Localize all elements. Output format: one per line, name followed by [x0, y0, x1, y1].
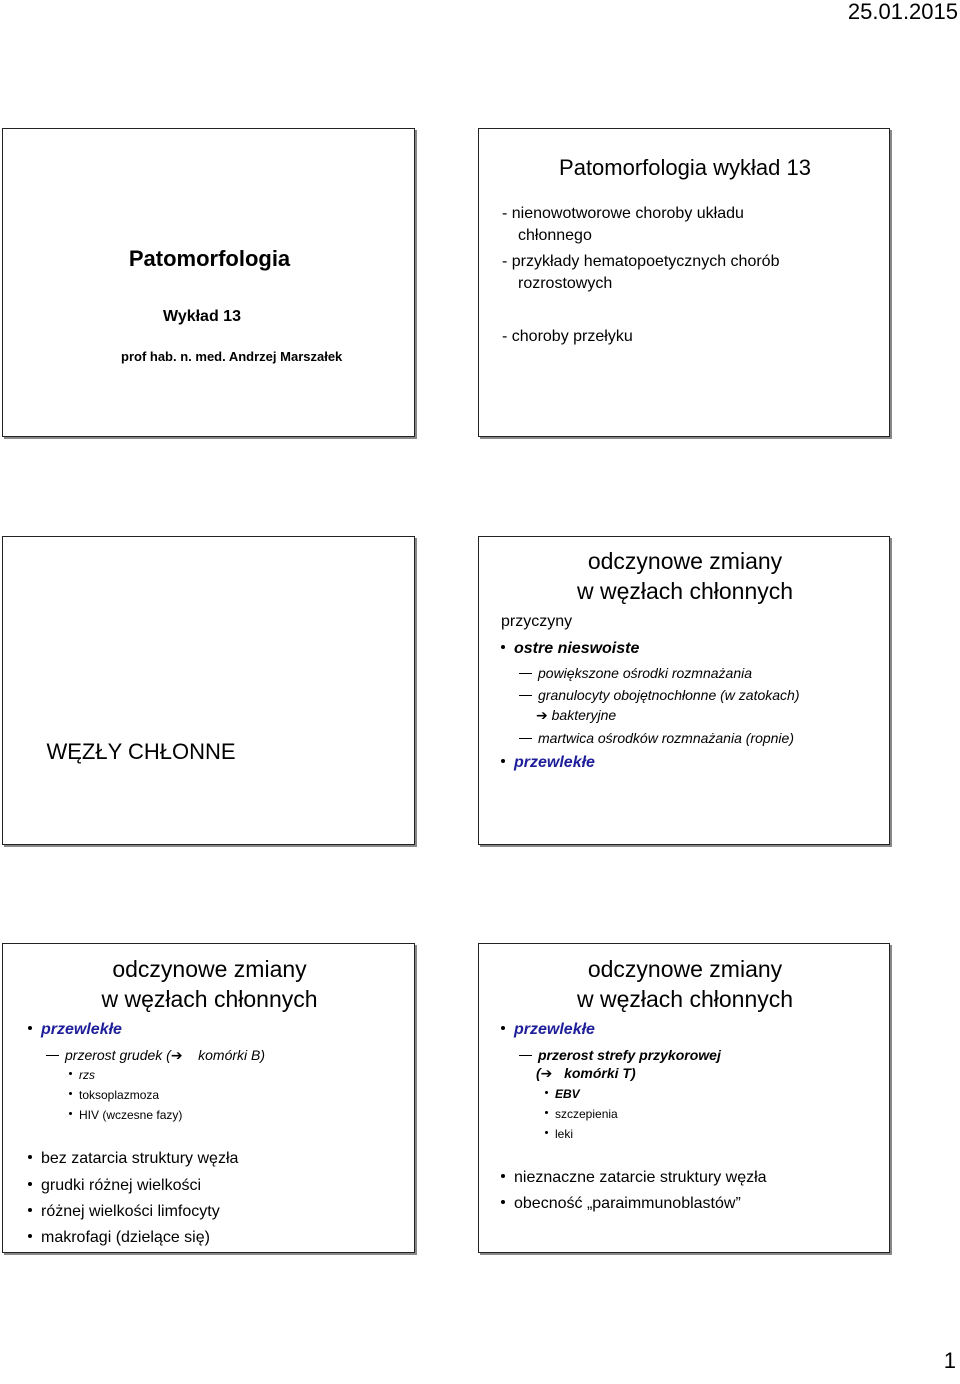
subsub-item — [69, 1068, 95, 1082]
subsub-text: toksoplazmoza — [79, 1088, 160, 1102]
bullet-item — [28, 1203, 220, 1221]
slide-heading-line1: odczynowe zmiany — [587, 548, 783, 574]
dash-icon — [46, 1055, 59, 1057]
sub-item — [519, 730, 794, 746]
subsub-item — [545, 1107, 618, 1121]
slide-acute-changes — [478, 536, 890, 845]
bullet-text: obecność „paraimmunoblastów” — [514, 1195, 741, 1212]
sub-text: przerost strefy przykorowej — [538, 1047, 721, 1063]
sub-item — [519, 687, 800, 703]
slide-heading-line2: w węzłach chłonnych — [101, 986, 318, 1012]
sub-text: ( — [536, 1065, 541, 1081]
slide-section — [2, 536, 415, 845]
subsub-item — [69, 1088, 159, 1102]
sub-item — [519, 1047, 721, 1063]
slide-title — [2, 128, 415, 437]
slide-chronic-b — [2, 943, 415, 1253]
slide-heading-line2: w węzłach chłonnych — [576, 578, 794, 604]
intro-text: przyczyny — [501, 613, 573, 630]
bullet-icon — [501, 1174, 505, 1178]
subsub-text: rzs — [79, 1068, 95, 1082]
bullet-text: ostre nieswoiste — [514, 640, 640, 657]
subsub-text: EBV — [555, 1087, 580, 1101]
bullet-icon — [501, 759, 505, 763]
bullet-icon — [545, 1111, 548, 1114]
arrow-right-icon: ➔ — [536, 707, 548, 723]
bullet-item — [501, 1195, 741, 1213]
bullet-item — [501, 1169, 767, 1187]
bullet-icon — [28, 1234, 32, 1238]
agenda-item: - przykłady hematopoetycznych chorób — [502, 253, 780, 270]
slide-chronic-t — [478, 943, 890, 1253]
subsub-item — [545, 1127, 573, 1141]
bullet-icon — [501, 1200, 505, 1204]
bullet-item — [501, 754, 595, 772]
bullet-item — [501, 1021, 595, 1039]
bullet-text: nieznaczne zatarcie struktury węzła — [514, 1169, 767, 1186]
bullet-icon — [501, 645, 505, 649]
subsub-item — [69, 1108, 182, 1122]
dash-icon — [519, 1055, 532, 1057]
bullet-text: przewlekłe — [41, 1021, 122, 1038]
subsub-item — [545, 1087, 580, 1101]
bullet-icon — [69, 1112, 72, 1115]
bullet-text: przewlekłe — [514, 754, 595, 771]
slide-heading-line1: odczynowe zmiany — [587, 956, 783, 982]
sub-text: bakteryjne — [551, 707, 617, 723]
bullet-icon — [28, 1208, 32, 1212]
agenda-item-cont: chłonnego — [518, 227, 592, 244]
slide-heading-line1: odczynowe zmiany — [112, 956, 307, 982]
sub-item-cont — [536, 707, 616, 724]
slide-agenda — [478, 128, 890, 437]
slide-agenda-heading: Patomorfologia wykład 13 — [559, 155, 811, 180]
sub-text: przerost grudek ( — [65, 1047, 171, 1063]
bullet-icon — [69, 1092, 72, 1095]
slide-title-subtitle: Wykład 13 — [163, 308, 241, 325]
sub-item-cont — [536, 1065, 636, 1082]
slide-title-author: prof hab. n. med. Andrzej Marszałek — [121, 349, 343, 364]
arrow-right-icon: ➔ — [170, 1047, 183, 1063]
bullet-item — [501, 640, 639, 658]
slide-title-heading: Patomorfologia — [128, 246, 291, 271]
sub-item — [46, 1047, 265, 1064]
bullet-icon — [545, 1131, 548, 1134]
sub-text: martwica ośrodków rozmnażania (ropnie) — [538, 730, 794, 746]
bullet-icon — [501, 1026, 505, 1030]
bullet-text: przewlekłe — [514, 1021, 595, 1038]
sub-item — [519, 665, 752, 681]
bullet-text: bez zatarcia struktury węzła — [41, 1150, 239, 1167]
bullet-icon — [28, 1026, 32, 1030]
bullet-text: grudki różnej wielkości — [41, 1177, 202, 1194]
sub-text: granulocyty obojętnochłonne (w zatokach) — [538, 687, 800, 703]
dash-icon — [519, 695, 532, 697]
slide-heading-line2: w węzłach chłonnych — [576, 986, 794, 1012]
subsub-text: HIV (wczesne fazy) — [79, 1108, 183, 1122]
slide-section-heading: WĘZŁY CHŁONNE — [46, 739, 236, 764]
agenda-item-cont: rozrostowych — [518, 275, 613, 292]
subsub-text: leki — [555, 1127, 574, 1141]
bullet-icon — [545, 1091, 548, 1094]
bullet-icon — [28, 1155, 32, 1159]
arrow-right-icon: ➔ — [540, 1065, 553, 1081]
page-number: 1 — [943, 1348, 956, 1373]
subsub-text: szczepienia — [555, 1107, 618, 1121]
sub-text: komórki B) — [198, 1047, 266, 1063]
bullet-text: makrofagi (dzielące się) — [41, 1229, 210, 1246]
bullet-icon — [69, 1072, 72, 1075]
bullet-icon — [28, 1182, 32, 1186]
page-date: 25.01.2015 — [847, 0, 958, 24]
bullet-item — [28, 1229, 210, 1247]
sub-text: komórki T) — [564, 1065, 636, 1081]
agenda-item: - choroby przełyku — [502, 328, 633, 345]
agenda-item: - nienowotworowe choroby układu — [502, 205, 744, 222]
bullet-item — [28, 1021, 122, 1039]
dash-icon — [519, 673, 532, 675]
bullet-item — [28, 1150, 238, 1168]
sub-text: powiększone ośrodki rozmnażania — [538, 665, 752, 681]
dash-icon — [519, 738, 532, 740]
bullet-item — [28, 1177, 201, 1195]
bullet-text: różnej wielkości limfocyty — [41, 1203, 220, 1220]
